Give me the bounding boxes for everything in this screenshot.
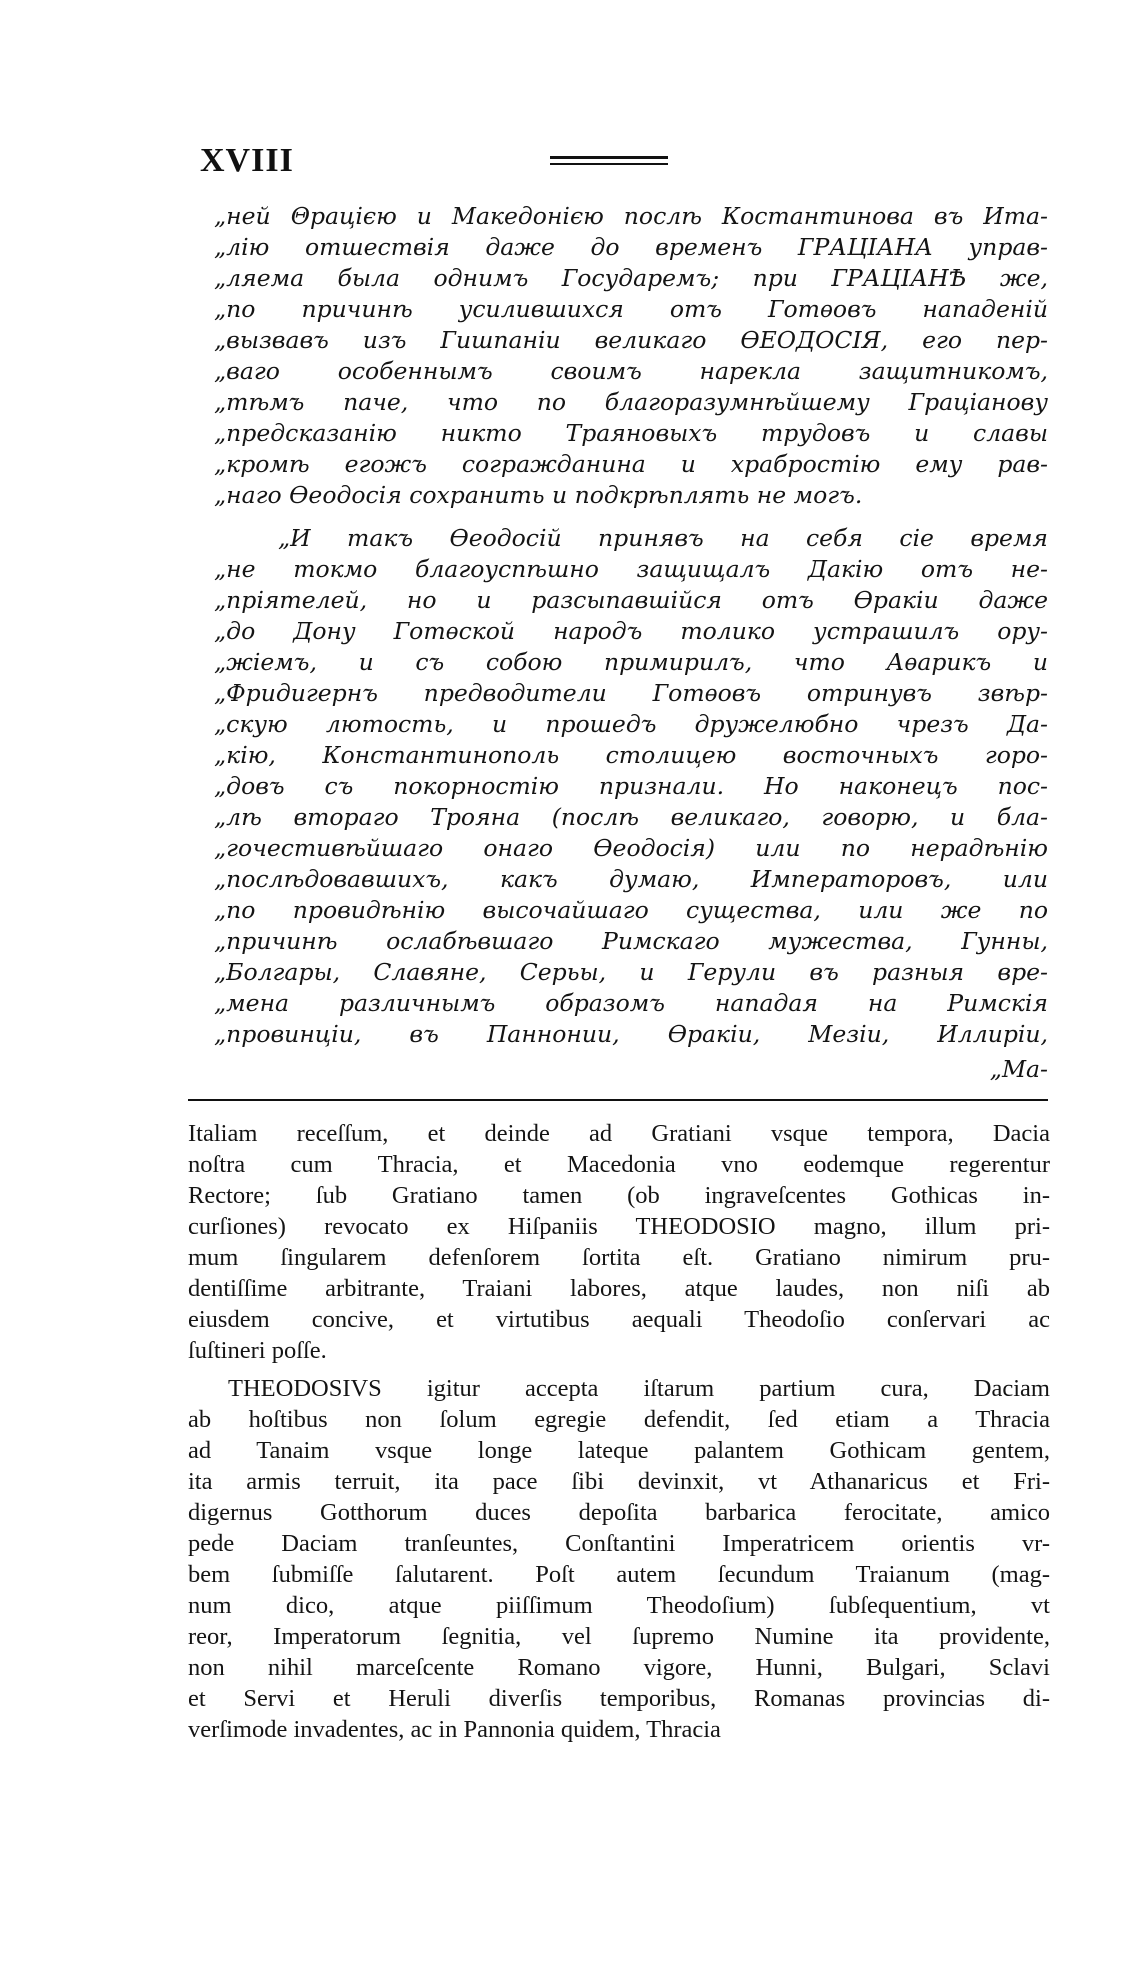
latin-line: verſimode invadentes, ac in Pannonia quidem, Thracia [188, 1716, 721, 1743]
latin-line: et Servi et Heruli diverſis temporibus, Romanas provincias di- [188, 1685, 1050, 1712]
latin-line: curſiones) revocato ex Hiſpaniis THEODOSIO magno, illum pri- [188, 1213, 1050, 1240]
russian-line: „лію отшествія даже до временъ ГРАЦІАНА управ- [214, 233, 1048, 261]
russian-line: „гочестивѣйшаго онаго Ѳеодосія) или по нерадѣнію [214, 834, 1048, 862]
russian-line: „скую лютость, и прошедъ дружелюбно чрезъ Да- [214, 710, 1048, 738]
latin-line: ſuſtineri poſſe. [188, 1337, 327, 1364]
page-number: XVIII [200, 142, 294, 179]
latin-line: num dico, atque piiſſimum Theodoſium) ſubſequentium, vt [188, 1592, 1050, 1619]
russian-line: „Фридигернъ предводители Готѳовъ отринувъ звѣр- [214, 679, 1048, 707]
footnote-separator-rule [188, 1099, 1048, 1101]
russian-line: „провинціи, въ Паннонии, Ѳракіи, Мезіи, Иллиріи, [214, 1020, 1048, 1048]
latin-line: digernus Gotthorum duces depoſita barbarica ferocitate, amico [188, 1499, 1050, 1526]
russian-line: „лѣ втораго Трояна (послѣ великаго, говорю, и бла- [214, 803, 1048, 831]
russian-line: „ней Θрацією и Македонією послѣ Костантинова въ Ита- [214, 202, 1048, 230]
russian-line: „кію, Константинополь столицею восточныхъ горо- [214, 741, 1048, 769]
russian-line: „по провидѣнію высочайшаго существа, или же по [214, 896, 1048, 924]
latin-line: dentiſſime arbitrante, Traiani labores, atque laudes, non niſi ab [188, 1275, 1050, 1302]
russian-line: „причинѣ ослабѣвшаго Римскаго мужества, Гунны, [214, 927, 1048, 955]
russian-line: „мена различнымъ образомъ нападая на Римскія [214, 989, 1048, 1017]
russian-line: „послѣдовавшихъ, какъ думаю, Императоровъ, или [214, 865, 1048, 893]
latin-line: bem ſubmiſſe ſalutarent. Poſt autem ſecundum Traianum (mag- [188, 1561, 1050, 1588]
russian-line: „вызвавъ изъ Гишпаніи великаго ѲЕОДОСІЯ, его пер- [214, 326, 1048, 354]
russian-line: „Болгары, Славяне, Серьы, и Герули въ разныя вре- [214, 958, 1048, 986]
latin-line: non nihil marceſcente Romano vigore, Hunni, Bulgari, Sclavi [188, 1654, 1050, 1681]
russian-line: „жіемъ, и съ собою примирилъ, что Аѳарикъ и [214, 648, 1048, 676]
russian-line: „И такъ Ѳеодосій принявъ на себя сіе время [278, 524, 1048, 552]
russian-line: „довъ съ покорностію признали. Но наконецъ пос- [214, 772, 1048, 800]
latin-line: ab hoſtibus non ſolum egregie defendit, ſed etiam a Thracia [188, 1406, 1050, 1433]
russian-line: „ляема была однимъ Государемъ; при ГРАЦІАНѢ же, [214, 264, 1048, 292]
header-ornament-rule [550, 156, 668, 169]
russian-line: „наго Ѳеодосія сохранить и подкрѣплять не могъ. [214, 481, 863, 509]
russian-line: „до Дону Готѳской народъ толико устрашилъ ору- [214, 617, 1048, 645]
russian-line: „кромѣ егожъ согражданина и храбростію ему рав- [214, 450, 1048, 478]
latin-line: ita armis terruit, ita pace ſibi devinxit, vt Athanaricus et Fri- [188, 1468, 1050, 1495]
latin-line: eiusdem concive, et virtutibus aequali Theodoſio conſervari ac [188, 1306, 1050, 1333]
latin-line: mum ſingularem defenſorem ſortita eſt. Gratiano nimirum pru- [188, 1244, 1050, 1271]
russian-line: „пріятелей, но и разсыпавшійся отъ Ѳракіи даже [214, 586, 1048, 614]
latin-line: Rectore; ſub Gratiano tamen (ob ingraveſcentes Gothicas in- [188, 1182, 1050, 1209]
russian-line: „предсказанію никто Траяновыхъ трудовъ и славы [214, 419, 1048, 447]
latin-line: Italiam receſſum, et deinde ad Gratiani vsque tempora, Dacia [188, 1120, 1050, 1147]
russian-line: „не токмо благоуспѣшно защищалъ Дакію отъ не- [214, 555, 1048, 583]
latin-line: reor, Imperatorum ſegnitia, vel ſupremo Numine ita providente, [188, 1623, 1050, 1650]
russian-line: „по причинѣ усилившихся отъ Готѳовъ нападеній [214, 295, 1048, 323]
latin-line: THEODOSIVS igitur accepta iſtarum partium cura, Daciam [228, 1375, 1050, 1402]
page-header [200, 142, 1060, 182]
russian-line: „тѣмъ паче, что по благоразумнѣйшему Граціанову [214, 388, 1048, 416]
latin-line: ad Tanaim vsque longe lateque palantem Gothicam gentem, [188, 1437, 1050, 1464]
latin-line: pede Daciam tranſeuntes, Conſtantini Imperatricem orientis vr- [188, 1530, 1050, 1557]
russian-line: „ваго особеннымъ своимъ нарекла защитникомъ, [214, 357, 1048, 385]
latin-line: noſtra cum Thracia, et Macedonia vno eodemque regerentur [188, 1151, 1050, 1178]
catchword: „Ма- [989, 1055, 1048, 1083]
